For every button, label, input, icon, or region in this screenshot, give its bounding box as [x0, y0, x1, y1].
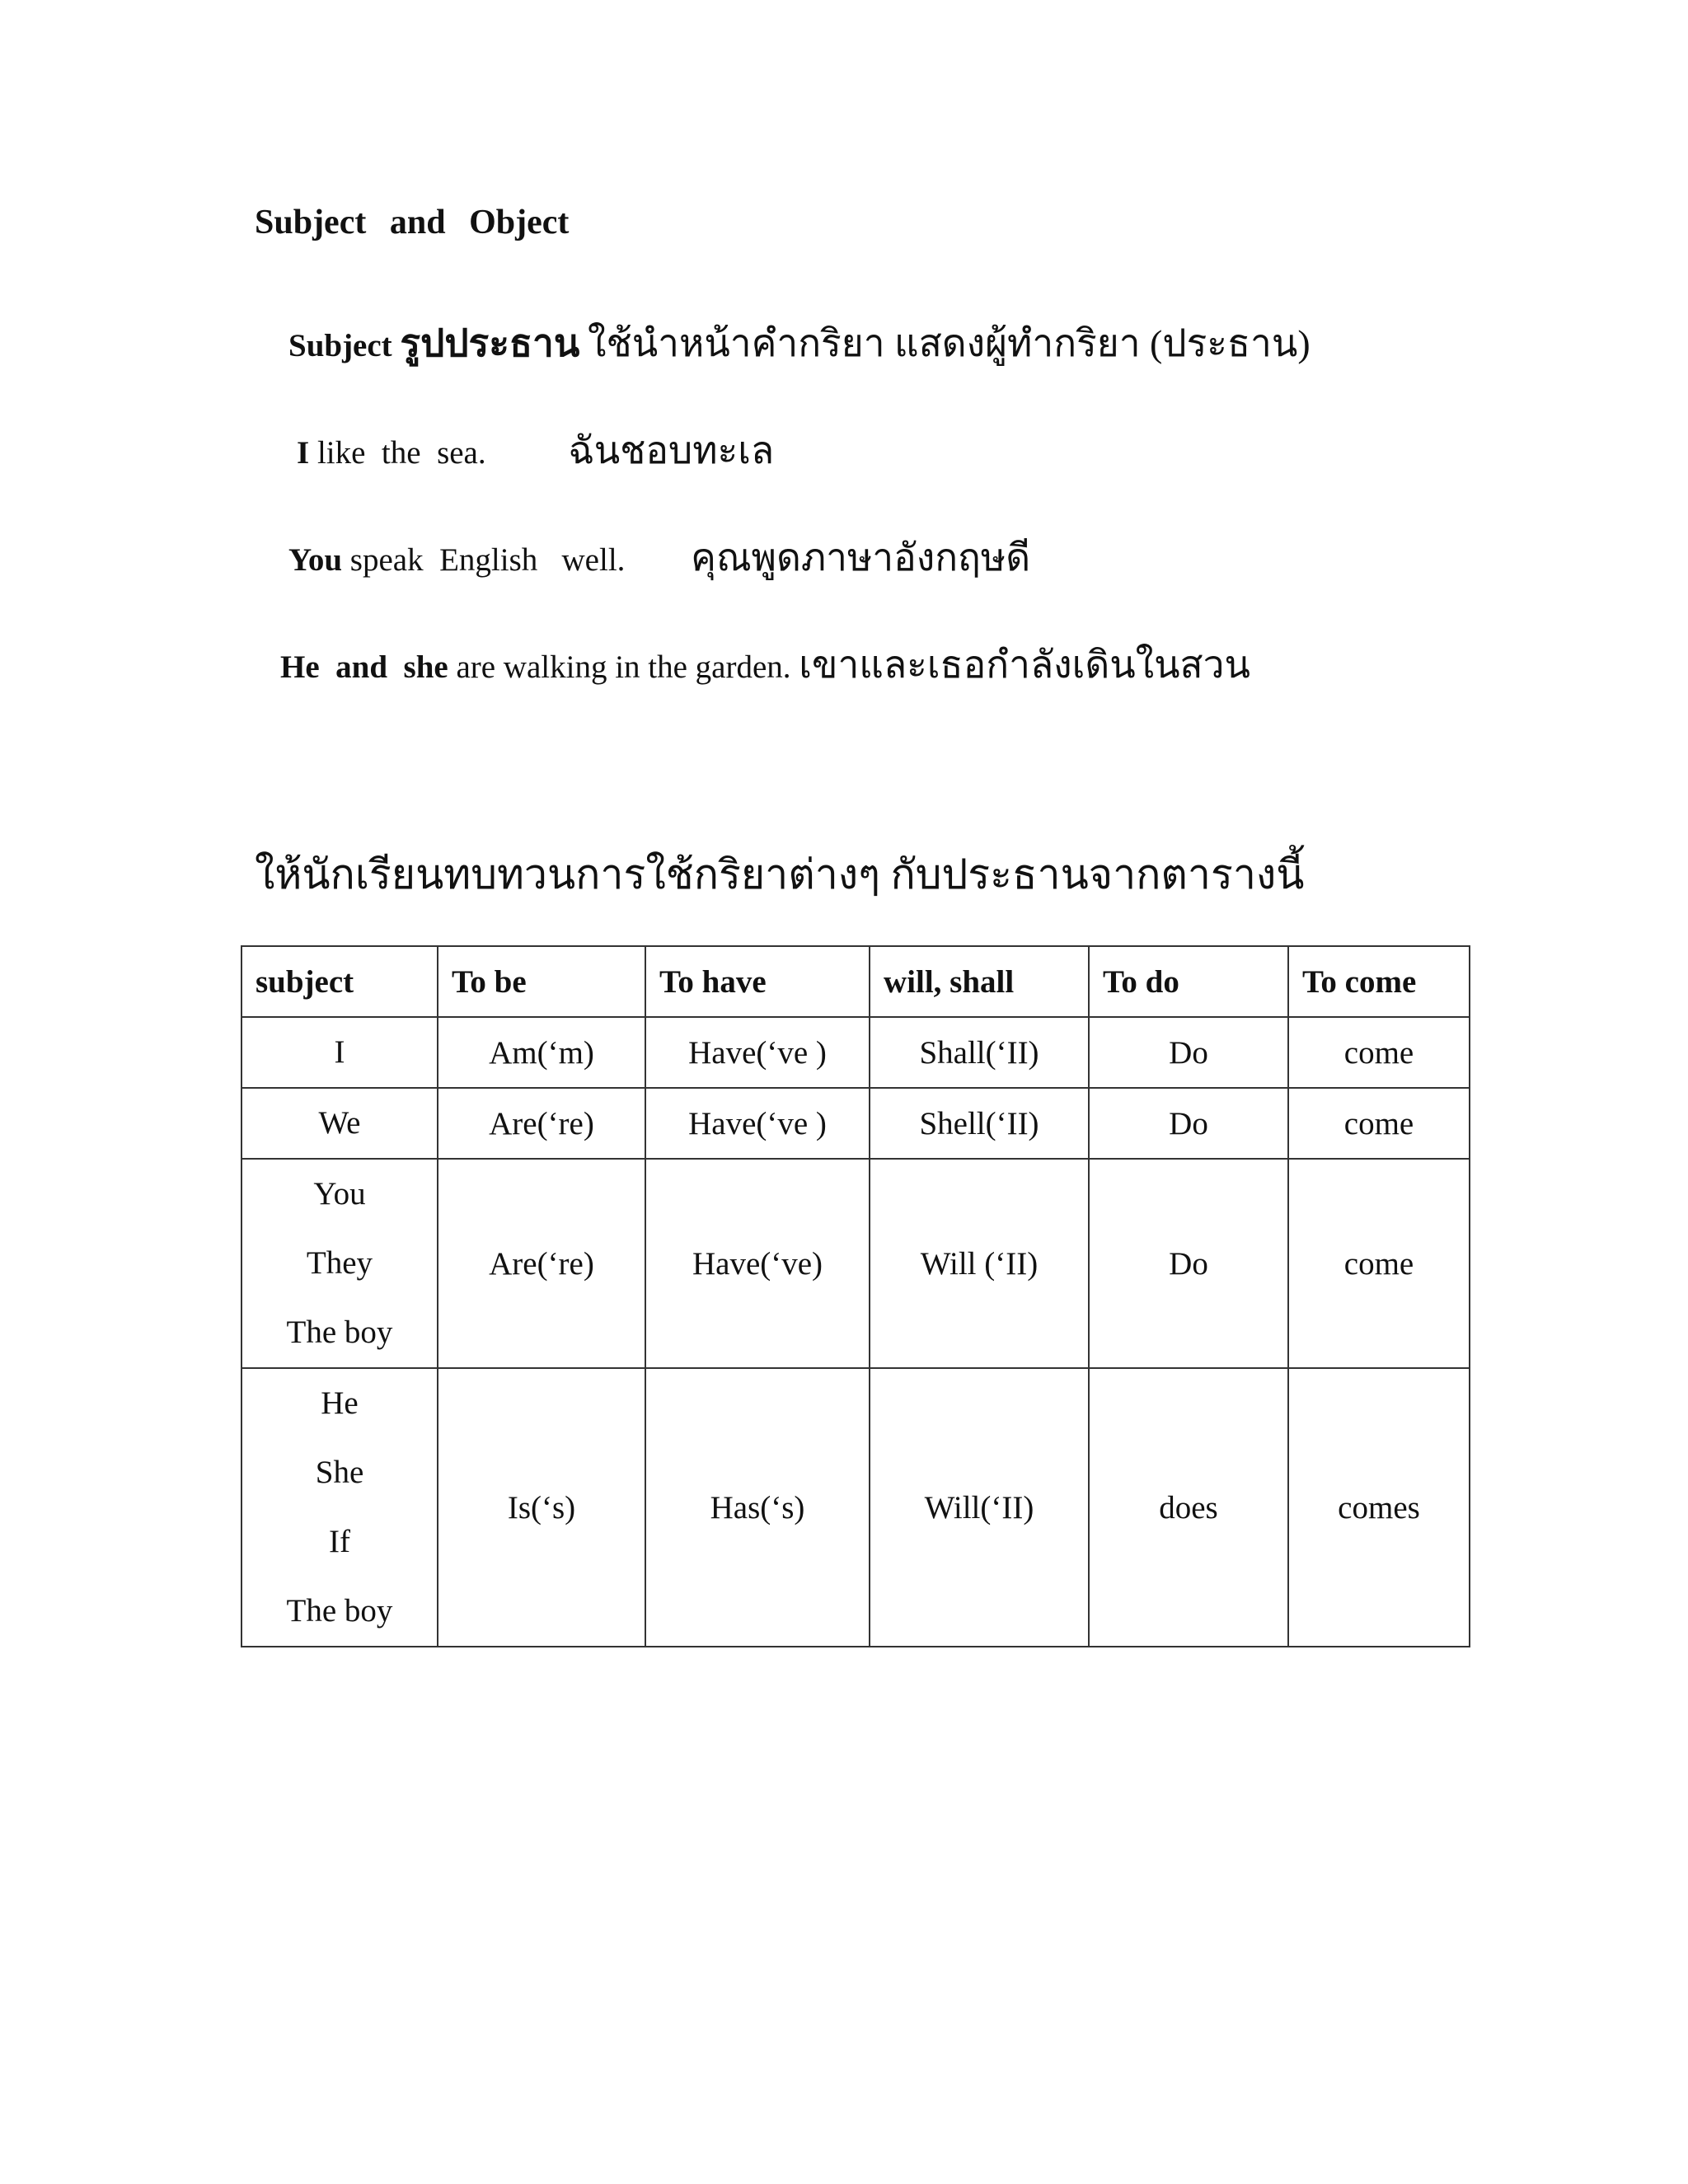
example-subject: He and she: [280, 649, 448, 685]
cell-to-be: Are(‘re): [438, 1159, 645, 1368]
subject-word: They: [306, 1245, 373, 1281]
subject-word: If: [329, 1524, 350, 1559]
definition-thai-term: รูปประธาน: [400, 322, 580, 364]
cell-to-do: Do: [1089, 1159, 1288, 1368]
cell-to-have: Have(‘ve ): [645, 1088, 870, 1159]
cell-to-be: Am(‘m): [438, 1017, 645, 1088]
definition-thai-desc: ใช้นำหน้าคำกริยา แสดงผู้ทำกริยา (ประธาน): [588, 322, 1311, 364]
header-to-have: To have: [645, 946, 870, 1017]
cell-to-be: Is(‘s): [438, 1368, 645, 1647]
cell-to-come: come: [1288, 1017, 1470, 1088]
heading-and: and: [389, 204, 446, 241]
example-text: speak English well.: [349, 542, 626, 578]
cell-to-be: Are(‘re): [438, 1088, 645, 1159]
header-will-shall: will, shall: [870, 946, 1089, 1017]
example-sentence: [297, 420, 774, 480]
header-to-do: To do: [1089, 946, 1288, 1017]
cell-to-do: does: [1089, 1368, 1288, 1647]
heading-object: Object: [469, 204, 570, 241]
example-thai: เขาและเธอกำลังเดินในสวน: [799, 644, 1250, 686]
cell-subject: [241, 1159, 438, 1368]
cell-subject: [241, 1088, 438, 1159]
cell-subject: [241, 1368, 438, 1647]
example-sentence: [280, 635, 1250, 695]
cell-to-do: Do: [1089, 1088, 1288, 1159]
subject-word: The boy: [286, 1315, 393, 1350]
example-sentence: [288, 527, 1030, 588]
table-row: [241, 1368, 1470, 1647]
cell-to-have: Has(‘s): [645, 1368, 870, 1647]
example-text: are walking in the garden.: [456, 649, 791, 685]
cell-subject: [241, 1017, 438, 1088]
conjugation-table: [241, 945, 1470, 1647]
subject-word: We: [318, 1105, 361, 1141]
page-heading: [255, 203, 569, 242]
example-text: like the sea.: [316, 435, 486, 471]
example-subject: I: [297, 435, 310, 471]
heading-subject: Subject: [255, 204, 367, 241]
header-subject: subject: [241, 946, 438, 1017]
table-row: [241, 1159, 1470, 1368]
example-thai: ฉันชอบทะเล: [568, 429, 775, 471]
table-header-row: [241, 946, 1470, 1017]
header-to-come: To come: [1288, 946, 1470, 1017]
instruction-text: ให้นักเรียนทบทวนการใช้กริยาต่างๆ กับประธานจากตารางนี้: [255, 851, 1305, 898]
cell-will-shall: Shall(‘II): [870, 1017, 1089, 1088]
subject-word: You: [313, 1176, 366, 1212]
cell-to-come: come: [1288, 1159, 1470, 1368]
cell-to-have: Have(‘ve ): [645, 1017, 870, 1088]
subject-word: The boy: [286, 1593, 393, 1629]
example-thai: คุณพูดภาษาอังกฤษดี: [691, 537, 1031, 579]
cell-to-do: Do: [1089, 1017, 1288, 1088]
table-row: [241, 1088, 1470, 1159]
example-subject: You: [288, 542, 343, 578]
cell-to-come: comes: [1288, 1368, 1470, 1647]
header-to-be: To be: [438, 946, 645, 1017]
definition-term: Subject: [288, 328, 392, 363]
cell-will-shall: Will(‘II): [870, 1368, 1089, 1647]
cell-to-come: come: [1288, 1088, 1470, 1159]
table-row: [241, 1017, 1470, 1088]
subject-word: I: [334, 1034, 345, 1070]
subject-word: She: [315, 1455, 364, 1490]
cell-to-have: Have(‘ve): [645, 1159, 870, 1368]
subject-word: He: [321, 1385, 359, 1421]
cell-will-shall: Shell(‘II): [870, 1088, 1089, 1159]
subject-definition: [288, 313, 1311, 373]
cell-will-shall: Will (‘II): [870, 1159, 1089, 1368]
